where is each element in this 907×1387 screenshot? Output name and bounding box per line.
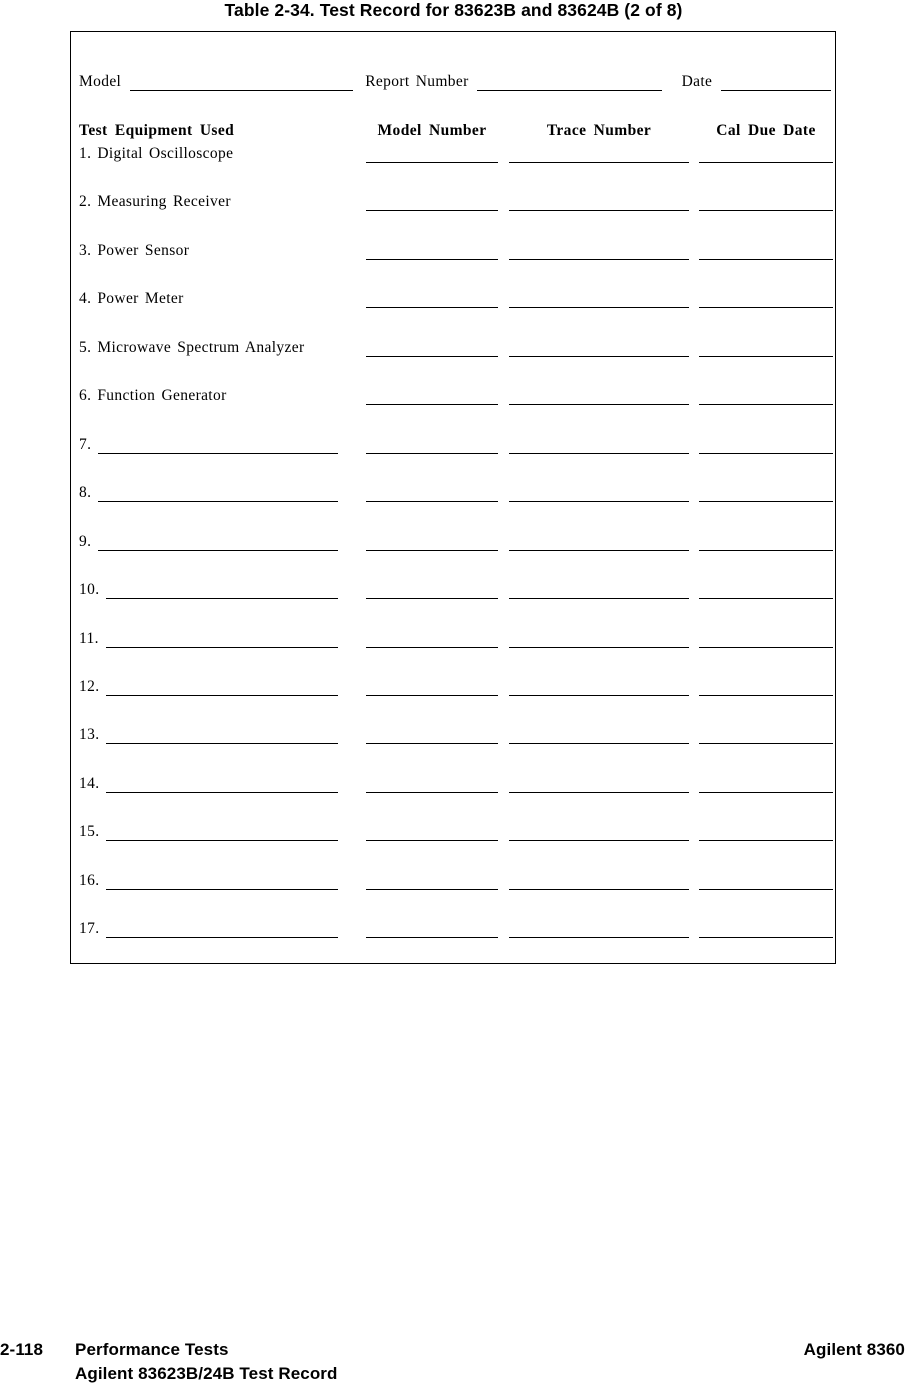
row-number: 6. bbox=[79, 387, 92, 405]
table-title: Table 2-34. Test Record for 83623B and 83624B (2 of 8) bbox=[224, 0, 683, 20]
model-number-input-line bbox=[366, 162, 498, 163]
row-name: Digital Oscilloscope bbox=[97, 145, 234, 162]
trace-number-input-line bbox=[509, 889, 689, 890]
row-name: Measuring Receiver bbox=[97, 193, 231, 211]
table-row bbox=[79, 629, 833, 648]
equipment-name-cell bbox=[79, 774, 338, 793]
model-number-input-line bbox=[366, 937, 498, 938]
table-row bbox=[79, 919, 833, 938]
equipment-rows bbox=[71, 32, 835, 963]
equipment-name-input-line bbox=[106, 822, 338, 841]
cal-due-date-input-line bbox=[699, 210, 833, 211]
equipment-name-cell bbox=[79, 338, 338, 357]
equipment-name-cell bbox=[79, 580, 338, 599]
cal-due-date-input-line bbox=[699, 356, 833, 357]
row-number: 2. bbox=[79, 193, 92, 211]
footer-product: Agilent 8360 bbox=[803, 1340, 905, 1359]
equipment-name-cell bbox=[79, 629, 338, 648]
trace-number-input-line bbox=[509, 695, 689, 696]
table-row bbox=[79, 483, 833, 502]
model-number-input-line bbox=[366, 792, 498, 793]
equipment-name-cell bbox=[79, 386, 338, 405]
equipment-name-input-line bbox=[98, 435, 338, 454]
table-row bbox=[79, 192, 833, 211]
table-row bbox=[79, 241, 833, 260]
table-row bbox=[79, 532, 833, 551]
model-number-input-line bbox=[366, 259, 498, 260]
model-number-input-line bbox=[366, 501, 498, 502]
equipment-name-cell bbox=[79, 192, 338, 211]
cal-due-date-input-line bbox=[699, 550, 833, 551]
model-number-input-line bbox=[366, 695, 498, 696]
trace-number-input-line bbox=[509, 792, 689, 793]
model-number-input-line bbox=[366, 647, 498, 648]
equipment-name-cell bbox=[79, 532, 338, 551]
equipment-name-cell bbox=[79, 677, 338, 696]
row-name: Microwave Spectrum Analyzer bbox=[97, 338, 305, 356]
cal-due-date-input-line bbox=[699, 743, 833, 744]
equipment-name-cell bbox=[79, 289, 338, 308]
trace-number-input-line bbox=[509, 162, 689, 163]
model-number-input-line bbox=[366, 210, 498, 211]
trace-number-input-line bbox=[509, 840, 689, 841]
table-row bbox=[79, 822, 833, 841]
cal-due-date-input-line bbox=[699, 404, 833, 405]
row-number: 16. bbox=[79, 871, 100, 889]
column-header-model-number: Model Number bbox=[377, 122, 487, 139]
row-number: 15. bbox=[79, 823, 100, 841]
trace-number-input-line bbox=[509, 356, 689, 357]
trace-number-input-line bbox=[509, 501, 689, 502]
row-number: 9. bbox=[79, 532, 92, 550]
equipment-name-cell bbox=[79, 725, 338, 744]
equipment-name-input-line bbox=[106, 871, 338, 890]
page-footer bbox=[0, 1340, 907, 1387]
footer-page-number: 2-118 bbox=[0, 1340, 44, 1359]
trace-number-input-line bbox=[509, 647, 689, 648]
row-name: Power Sensor bbox=[97, 241, 190, 259]
trace-number-input-line bbox=[509, 453, 689, 454]
equipment-name-cell bbox=[79, 919, 338, 938]
equipment-name-cell bbox=[79, 822, 338, 841]
cal-due-date-input-line bbox=[699, 162, 833, 163]
table-row bbox=[79, 338, 833, 357]
model-number-input-line bbox=[366, 840, 498, 841]
equipment-name-input-line bbox=[106, 677, 338, 696]
equipment-name-cell bbox=[79, 435, 338, 454]
equipment-name-cell bbox=[79, 483, 338, 502]
equipment-name-input-line bbox=[106, 629, 338, 648]
test-record-form bbox=[70, 31, 836, 964]
equipment-name-cell bbox=[79, 871, 338, 890]
cal-due-date-input-line bbox=[699, 598, 833, 599]
equipment-name-input-line bbox=[98, 483, 338, 502]
row-number: 12. bbox=[79, 678, 100, 695]
table-row bbox=[79, 386, 833, 405]
cal-due-date-input-line bbox=[699, 695, 833, 696]
trace-number-input-line bbox=[509, 743, 689, 744]
row-name: Power Meter bbox=[97, 290, 184, 308]
table-row bbox=[79, 435, 833, 454]
trace-number-input-line bbox=[509, 550, 689, 551]
equipment-name-cell bbox=[79, 241, 338, 260]
column-header-test-equipment-used: Test Equipment Used bbox=[79, 122, 235, 139]
model-number-input-line bbox=[366, 307, 498, 308]
row-number: 17. bbox=[79, 920, 100, 938]
cal-due-date-input-line bbox=[699, 889, 833, 890]
cal-due-date-input-line bbox=[699, 792, 833, 793]
cal-due-date-input-line bbox=[699, 840, 833, 841]
trace-number-input-line bbox=[509, 598, 689, 599]
table-row bbox=[79, 871, 833, 890]
row-number: 8. bbox=[79, 484, 92, 502]
footer-subsection: Agilent 83623B/24B Test Record bbox=[75, 1364, 338, 1383]
row-number: 4. bbox=[79, 290, 92, 308]
row-number: 11. bbox=[79, 629, 99, 647]
equipment-name-cell bbox=[79, 144, 338, 163]
model-number-input-line bbox=[366, 404, 498, 405]
trace-number-input-line bbox=[509, 937, 689, 938]
report-number-label: Report Number bbox=[365, 73, 469, 90]
cal-due-date-input-line bbox=[699, 501, 833, 502]
row-name: Function Generator bbox=[97, 387, 227, 405]
row-number: 1. bbox=[79, 145, 92, 162]
trace-number-input-line bbox=[509, 210, 689, 211]
table-row bbox=[79, 725, 833, 744]
model-number-input-line bbox=[366, 889, 498, 890]
table-row bbox=[79, 144, 833, 163]
cal-due-date-input-line bbox=[699, 647, 833, 648]
cal-due-date-input-line bbox=[699, 937, 833, 938]
equipment-name-input-line bbox=[106, 774, 338, 793]
row-number: 7. bbox=[79, 435, 92, 453]
cal-due-date-input-line bbox=[699, 453, 833, 454]
trace-number-input-line bbox=[509, 404, 689, 405]
footer-section: Performance Tests bbox=[75, 1340, 229, 1359]
model-number-input-line bbox=[366, 356, 498, 357]
table-row bbox=[79, 289, 833, 308]
cal-due-date-input-line bbox=[699, 307, 833, 308]
equipment-name-input-line bbox=[106, 725, 338, 744]
equipment-name-input-line bbox=[98, 532, 338, 551]
equipment-name-input-line bbox=[106, 580, 338, 599]
table-row bbox=[79, 677, 833, 696]
model-label: Model bbox=[79, 73, 122, 90]
cal-due-date-input-line bbox=[699, 259, 833, 260]
date-label: Date bbox=[681, 73, 713, 90]
model-number-input-line bbox=[366, 550, 498, 551]
row-number: 5. bbox=[79, 338, 92, 356]
column-header-trace-number: Trace Number bbox=[546, 122, 652, 139]
model-number-input-line bbox=[366, 453, 498, 454]
row-number: 13. bbox=[79, 726, 100, 744]
model-number-input-line bbox=[366, 743, 498, 744]
row-number: 10. bbox=[79, 581, 100, 598]
table-row bbox=[79, 580, 833, 599]
model-number-input-line bbox=[366, 598, 498, 599]
row-number: 3. bbox=[79, 241, 92, 259]
row-number: 14. bbox=[79, 774, 100, 792]
trace-number-input-line bbox=[509, 307, 689, 308]
column-header-cal-due-date: Cal Due Date bbox=[716, 122, 816, 139]
trace-number-input-line bbox=[509, 259, 689, 260]
equipment-name-input-line bbox=[106, 919, 338, 938]
table-row bbox=[79, 774, 833, 793]
